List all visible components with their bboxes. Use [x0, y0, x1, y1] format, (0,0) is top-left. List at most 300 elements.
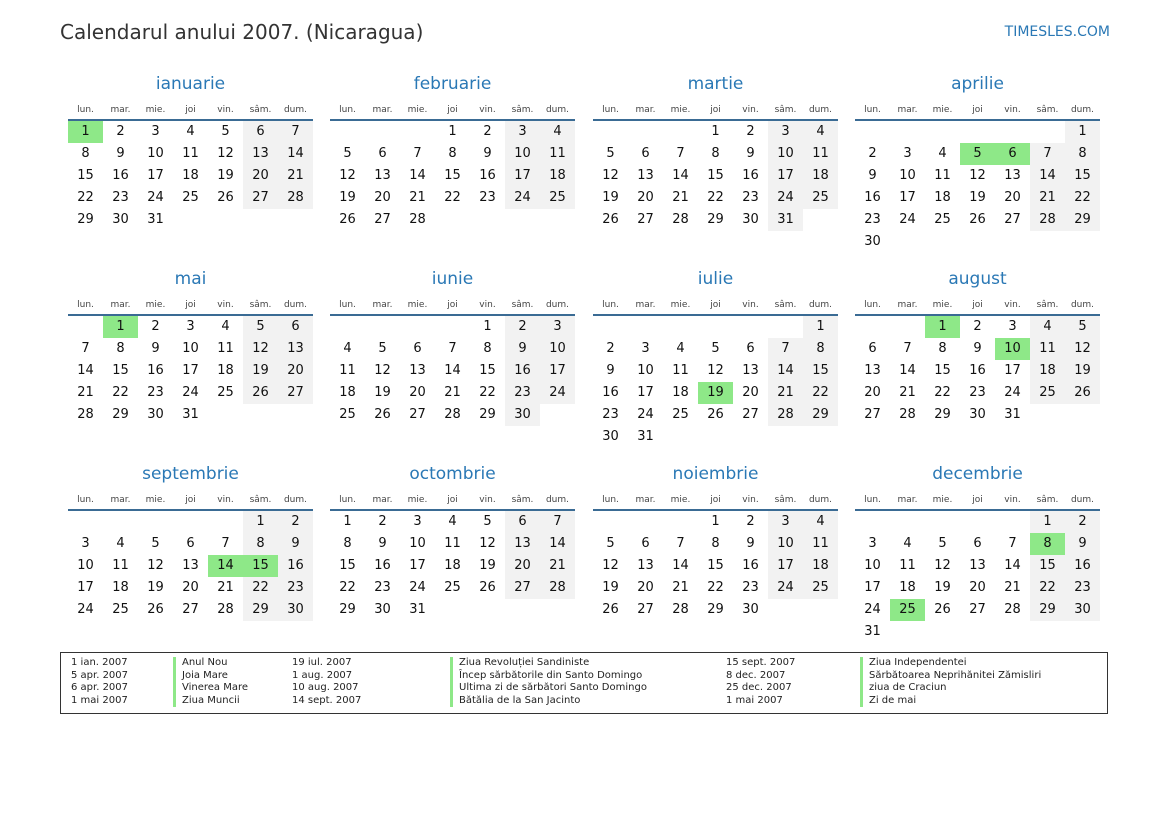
- weekday-header: joi: [972, 105, 983, 115]
- day-cell: 5: [606, 536, 615, 551]
- day-cell: 5: [378, 341, 387, 356]
- weekday-header: joi: [185, 495, 196, 505]
- day-cell: 21: [77, 385, 94, 400]
- weekday-header: dum.: [283, 300, 308, 310]
- day-cell: 7: [903, 341, 912, 356]
- weekday-header: vin.: [217, 105, 234, 115]
- day-cell: 6: [186, 536, 195, 551]
- weekday-header: vin.: [479, 300, 496, 310]
- day-cell: 12: [479, 536, 496, 551]
- weekday-header: dum.: [808, 105, 833, 115]
- weekday-header: dum.: [283, 105, 308, 115]
- day-cell: 20: [864, 385, 881, 400]
- day-cell: 25: [112, 602, 129, 617]
- day-cell: 12: [969, 168, 986, 183]
- day-cell: 8: [1065, 143, 1100, 165]
- day-cell: 24: [147, 190, 164, 205]
- day-cell: 5: [483, 514, 492, 529]
- day-cell: 14: [1030, 165, 1065, 187]
- day-cell: 14: [409, 168, 426, 183]
- weekday-header: mar.: [635, 300, 656, 310]
- day-cell: 2: [973, 319, 982, 334]
- day-cell: 23: [505, 382, 540, 404]
- day-cell: 27: [182, 602, 199, 617]
- weekday-header: dum.: [808, 495, 833, 505]
- legend-holiday-name: Anul Nou: [173, 657, 227, 670]
- day-cell: 14: [77, 363, 94, 378]
- day-cell: 17: [768, 165, 803, 187]
- day-cell: 19: [374, 385, 391, 400]
- weekday-header: lun.: [602, 300, 619, 310]
- day-cell: 18: [934, 190, 951, 205]
- weekday-header: mar.: [372, 495, 393, 505]
- day-cell: 20: [637, 580, 654, 595]
- month-name: august: [948, 269, 1007, 289]
- day-cell: 10: [768, 143, 803, 165]
- day-cell: 9: [973, 341, 982, 356]
- weekday-header: mie.: [407, 495, 428, 505]
- day-cell: 24: [182, 385, 199, 400]
- day-cell: 24: [1004, 385, 1021, 400]
- day-cell: 24: [768, 577, 803, 599]
- day-cell: 2: [278, 511, 313, 533]
- day-cell: 20: [505, 555, 540, 577]
- day-cell: 9: [151, 341, 160, 356]
- day-cell: 19: [1065, 360, 1100, 382]
- day-cell: 30: [969, 407, 986, 422]
- weekday-header: vin.: [742, 495, 759, 505]
- day-cell: 7: [768, 338, 803, 360]
- day-cell: 3: [903, 146, 912, 161]
- day-cell: 18: [803, 165, 838, 187]
- day-cell: 7: [413, 146, 422, 161]
- day-cell: 22: [934, 385, 951, 400]
- day-cell: 27: [505, 577, 540, 599]
- weekday-header: joi: [710, 495, 721, 505]
- day-cell: 20: [182, 580, 199, 595]
- day-cell: 17: [637, 385, 654, 400]
- weekday-header: lun.: [864, 495, 881, 505]
- day-cell: 25: [803, 187, 838, 209]
- weekday-header: lun.: [864, 105, 881, 115]
- weekday-header: joi: [972, 495, 983, 505]
- weekday-header: lun.: [339, 105, 356, 115]
- day-cell: 14: [1004, 558, 1021, 573]
- weekday-header: joi: [447, 495, 458, 505]
- day-cell: 19: [147, 580, 164, 595]
- holiday-day-cell: 1: [68, 121, 103, 143]
- site-link[interactable]: TIMESLES.COM: [1004, 24, 1110, 40]
- day-cell: 26: [1065, 382, 1100, 404]
- day-cell: 29: [112, 407, 129, 422]
- day-cell: 6: [378, 146, 387, 161]
- day-cell: 23: [969, 385, 986, 400]
- day-cell: 7: [676, 536, 685, 551]
- day-cell: 2: [868, 146, 877, 161]
- day-cell: 8: [711, 536, 720, 551]
- weekday-header: sâm.: [774, 300, 797, 310]
- day-cell: 3: [540, 316, 575, 338]
- day-cell: 6: [505, 511, 540, 533]
- weekday-header: mar.: [897, 495, 918, 505]
- day-cell: 30: [742, 212, 759, 227]
- day-cell: 15: [1030, 555, 1065, 577]
- day-cell: 11: [1030, 338, 1065, 360]
- day-cell: 9: [116, 146, 125, 161]
- day-cell: 7: [81, 341, 90, 356]
- weekday-header: dum.: [545, 300, 570, 310]
- day-cell: 18: [1030, 360, 1065, 382]
- weekday-header: vin.: [479, 495, 496, 505]
- holiday-day-cell: 6: [995, 143, 1030, 165]
- day-cell: 22: [803, 382, 838, 404]
- weekday-header: sâm.: [774, 105, 797, 115]
- day-cell: 26: [602, 602, 619, 617]
- day-cell: 26: [243, 382, 278, 404]
- day-cell: 11: [217, 341, 234, 356]
- day-cell: 21: [444, 385, 461, 400]
- weekday-header: sâm.: [1036, 495, 1059, 505]
- day-cell: 26: [934, 602, 951, 617]
- day-cell: 12: [339, 168, 356, 183]
- day-cell: 5: [938, 536, 947, 551]
- day-cell: 13: [1004, 168, 1021, 183]
- weekday-header: lun.: [339, 300, 356, 310]
- weekday-header: dum.: [1070, 105, 1095, 115]
- day-cell: 21: [1030, 187, 1065, 209]
- legend-holiday-name: Bătălia de la San Jacinto: [450, 695, 580, 708]
- day-cell: 21: [278, 165, 313, 187]
- day-cell: 26: [707, 407, 724, 422]
- day-cell: 23: [1065, 577, 1100, 599]
- day-cell: 25: [934, 212, 951, 227]
- day-cell: 11: [112, 558, 129, 573]
- weekday-header: sâm.: [249, 105, 272, 115]
- legend-holiday-name: Ziua Muncii: [173, 695, 240, 708]
- day-cell: 1: [711, 514, 720, 529]
- day-cell: 3: [81, 536, 90, 551]
- holiday-day-cell: 25: [890, 599, 925, 621]
- holiday-day-cell: 8: [1030, 533, 1065, 555]
- day-cell: 28: [768, 404, 803, 426]
- holiday-day-cell: 1: [103, 316, 138, 338]
- day-cell: 27: [1004, 212, 1021, 227]
- day-cell: 17: [899, 190, 916, 205]
- day-cell: 18: [339, 385, 356, 400]
- day-cell: 21: [672, 580, 689, 595]
- day-cell: 6: [868, 341, 877, 356]
- day-cell: 12: [217, 146, 234, 161]
- day-cell: 16: [742, 558, 759, 573]
- day-cell: 12: [934, 558, 951, 573]
- day-cell: 9: [505, 338, 540, 360]
- day-cell: 11: [540, 143, 575, 165]
- day-cell: 11: [339, 363, 356, 378]
- day-cell: 16: [147, 363, 164, 378]
- day-cell: 31: [768, 209, 803, 231]
- day-cell: 5: [243, 316, 278, 338]
- legend-holiday-name: Sărbătoarea Neprihănitei Zămisliri: [860, 670, 1041, 683]
- month-name: iunie: [431, 269, 474, 289]
- day-cell: 16: [505, 360, 540, 382]
- day-cell: 25: [1030, 382, 1065, 404]
- day-cell: 15: [479, 363, 496, 378]
- day-cell: 13: [864, 363, 881, 378]
- day-cell: 17: [864, 580, 881, 595]
- day-cell: 16: [969, 363, 986, 378]
- day-cell: 8: [938, 341, 947, 356]
- day-cell: 25: [217, 385, 234, 400]
- day-cell: 6: [278, 316, 313, 338]
- day-cell: 29: [1065, 209, 1100, 231]
- day-cell: 27: [243, 187, 278, 209]
- day-cell: 22: [707, 190, 724, 205]
- holiday-day-cell: 5: [960, 143, 995, 165]
- weekday-header: sâm.: [1036, 300, 1059, 310]
- day-cell: 27: [278, 382, 313, 404]
- weekday-header: mar.: [897, 300, 918, 310]
- day-cell: 19: [339, 190, 356, 205]
- weekday-header: mie.: [407, 300, 428, 310]
- weekday-header: mie.: [670, 495, 691, 505]
- day-cell: 4: [903, 536, 912, 551]
- weekday-header: sâm.: [511, 495, 534, 505]
- day-cell: 12: [602, 168, 619, 183]
- day-cell: 20: [637, 190, 654, 205]
- day-cell: 11: [934, 168, 951, 183]
- day-cell: 2: [606, 341, 615, 356]
- header-divider: [855, 119, 1100, 121]
- holiday-day-cell: 15: [243, 555, 278, 577]
- day-cell: 27: [374, 212, 391, 227]
- day-cell: 27: [969, 602, 986, 617]
- day-cell: 27: [864, 407, 881, 422]
- day-cell: 9: [278, 533, 313, 555]
- day-cell: 7: [448, 341, 457, 356]
- day-cell: 25: [339, 407, 356, 422]
- day-cell: 1: [243, 511, 278, 533]
- day-cell: 6: [413, 341, 422, 356]
- day-cell: 24: [899, 212, 916, 227]
- legend-date: 6 apr. 2007: [71, 682, 129, 693]
- day-cell: 28: [217, 602, 234, 617]
- day-cell: 15: [1065, 165, 1100, 187]
- day-cell: 22: [707, 580, 724, 595]
- weekday-header: dum.: [1070, 495, 1095, 505]
- legend-holiday-name: Joia Mare: [173, 670, 228, 683]
- day-cell: 30: [1065, 599, 1100, 621]
- weekday-header: lun.: [864, 300, 881, 310]
- day-cell: 21: [1004, 580, 1021, 595]
- day-cell: 9: [606, 363, 615, 378]
- day-cell: 20: [374, 190, 391, 205]
- weekday-header: mar.: [635, 495, 656, 505]
- holiday-legend: [60, 652, 1108, 714]
- weekday-header: mie.: [145, 105, 166, 115]
- day-cell: 28: [540, 577, 575, 599]
- day-cell: 7: [676, 146, 685, 161]
- day-cell: 4: [116, 536, 125, 551]
- weekday-header: joi: [185, 300, 196, 310]
- day-cell: 30: [147, 407, 164, 422]
- weekday-header: dum.: [545, 105, 570, 115]
- legend-holiday-name: ziua de Craciun: [860, 682, 947, 695]
- day-cell: 26: [602, 212, 619, 227]
- day-cell: 13: [637, 168, 654, 183]
- weekday-header: mie.: [932, 105, 953, 115]
- weekday-header: dum.: [283, 495, 308, 505]
- day-cell: 1: [483, 319, 492, 334]
- day-cell: 3: [186, 319, 195, 334]
- day-cell: 1: [803, 316, 838, 338]
- day-cell: 30: [278, 599, 313, 621]
- day-cell: 24: [637, 407, 654, 422]
- day-cell: 26: [374, 407, 391, 422]
- weekday-header: dum.: [808, 300, 833, 310]
- weekday-header: lun.: [602, 105, 619, 115]
- legend-date: 1 mai 2007: [71, 694, 128, 706]
- day-cell: 3: [1008, 319, 1017, 334]
- day-cell: 20: [1004, 190, 1021, 205]
- day-cell: 10: [637, 363, 654, 378]
- day-cell: 6: [973, 536, 982, 551]
- month-name: ianuarie: [155, 74, 226, 94]
- month-name: octombrie: [409, 464, 496, 484]
- day-cell: 8: [116, 341, 125, 356]
- day-cell: 11: [899, 558, 916, 573]
- day-cell: 30: [112, 212, 129, 227]
- day-cell: 20: [969, 580, 986, 595]
- day-cell: 25: [540, 187, 575, 209]
- weekday-header: sâm.: [249, 495, 272, 505]
- day-cell: 23: [374, 580, 391, 595]
- day-cell: 29: [707, 602, 724, 617]
- day-cell: 29: [934, 407, 951, 422]
- day-cell: 15: [707, 558, 724, 573]
- weekday-header: lun.: [77, 105, 94, 115]
- day-cell: 15: [77, 168, 94, 183]
- day-cell: 14: [672, 168, 689, 183]
- day-cell: 10: [899, 168, 916, 183]
- day-cell: 10: [505, 143, 540, 165]
- day-cell: 17: [505, 165, 540, 187]
- day-cell: 27: [742, 407, 759, 422]
- holiday-day-cell: 1: [925, 316, 960, 338]
- day-cell: 6: [243, 121, 278, 143]
- day-cell: 19: [934, 580, 951, 595]
- day-cell: 2: [746, 514, 755, 529]
- day-cell: 17: [768, 555, 803, 577]
- day-cell: 15: [339, 558, 356, 573]
- day-cell: 22: [112, 385, 129, 400]
- weekday-header: vin.: [479, 105, 496, 115]
- day-cell: 5: [221, 124, 230, 139]
- day-cell: 21: [672, 190, 689, 205]
- day-cell: 9: [1065, 533, 1100, 555]
- day-cell: 14: [768, 360, 803, 382]
- day-cell: 5: [1065, 316, 1100, 338]
- holiday-day-cell: 14: [208, 555, 243, 577]
- legend-date: 10 aug. 2007: [292, 682, 359, 693]
- day-cell: 11: [444, 536, 461, 551]
- day-cell: 22: [444, 190, 461, 205]
- day-cell: 3: [413, 514, 422, 529]
- day-cell: 8: [803, 338, 838, 360]
- day-cell: 10: [409, 536, 426, 551]
- day-cell: 30: [602, 429, 619, 444]
- weekday-header: mar.: [897, 105, 918, 115]
- day-cell: 22: [1065, 187, 1100, 209]
- legend-date: 8 dec. 2007: [726, 669, 786, 681]
- day-cell: 7: [540, 511, 575, 533]
- day-cell: 17: [409, 558, 426, 573]
- day-cell: 14: [899, 363, 916, 378]
- weekday-header: sâm.: [511, 105, 534, 115]
- day-cell: 23: [112, 190, 129, 205]
- day-cell: 29: [77, 212, 94, 227]
- month-name: noiembrie: [672, 464, 759, 484]
- day-cell: 11: [803, 143, 838, 165]
- weekday-header: joi: [710, 105, 721, 115]
- day-cell: 18: [444, 558, 461, 573]
- day-cell: 17: [540, 360, 575, 382]
- day-cell: 23: [147, 385, 164, 400]
- day-cell: 7: [1008, 536, 1017, 551]
- day-cell: 15: [112, 363, 129, 378]
- weekday-header: lun.: [77, 300, 94, 310]
- day-cell: 16: [602, 385, 619, 400]
- day-cell: 1: [1065, 121, 1100, 143]
- header-divider: [593, 314, 838, 316]
- weekday-header: mar.: [110, 495, 131, 505]
- day-cell: 20: [243, 165, 278, 187]
- day-cell: 31: [1004, 407, 1021, 422]
- day-cell: 31: [409, 602, 426, 617]
- day-cell: 24: [864, 602, 881, 617]
- legend-holiday-name: Ziua Revoluției Sandiniste: [450, 657, 589, 670]
- day-cell: 28: [77, 407, 94, 422]
- day-cell: 12: [602, 558, 619, 573]
- day-cell: 26: [969, 212, 986, 227]
- day-cell: 13: [969, 558, 986, 573]
- day-cell: 3: [151, 124, 160, 139]
- day-cell: 8: [243, 533, 278, 555]
- day-cell: 3: [505, 121, 540, 143]
- day-cell: 24: [77, 602, 94, 617]
- day-cell: 18: [899, 580, 916, 595]
- holiday-day-cell: 19: [698, 382, 733, 404]
- day-cell: 25: [803, 577, 838, 599]
- day-cell: 13: [637, 558, 654, 573]
- day-cell: 28: [1030, 209, 1065, 231]
- day-cell: 26: [147, 602, 164, 617]
- legend-date: 14 sept. 2007: [292, 694, 362, 706]
- weekday-header: sâm.: [511, 300, 534, 310]
- day-cell: 2: [505, 316, 540, 338]
- day-cell: 19: [969, 190, 986, 205]
- day-cell: 18: [803, 555, 838, 577]
- day-cell: 16: [479, 168, 496, 183]
- day-cell: 19: [243, 360, 278, 382]
- day-cell: 12: [374, 363, 391, 378]
- day-cell: 31: [182, 407, 199, 422]
- day-cell: 23: [742, 190, 759, 205]
- day-cell: 8: [483, 341, 492, 356]
- weekday-header: mie.: [670, 300, 691, 310]
- day-cell: 28: [1004, 602, 1021, 617]
- day-cell: 23: [278, 577, 313, 599]
- legend-date: 25 dec. 2007: [726, 682, 792, 693]
